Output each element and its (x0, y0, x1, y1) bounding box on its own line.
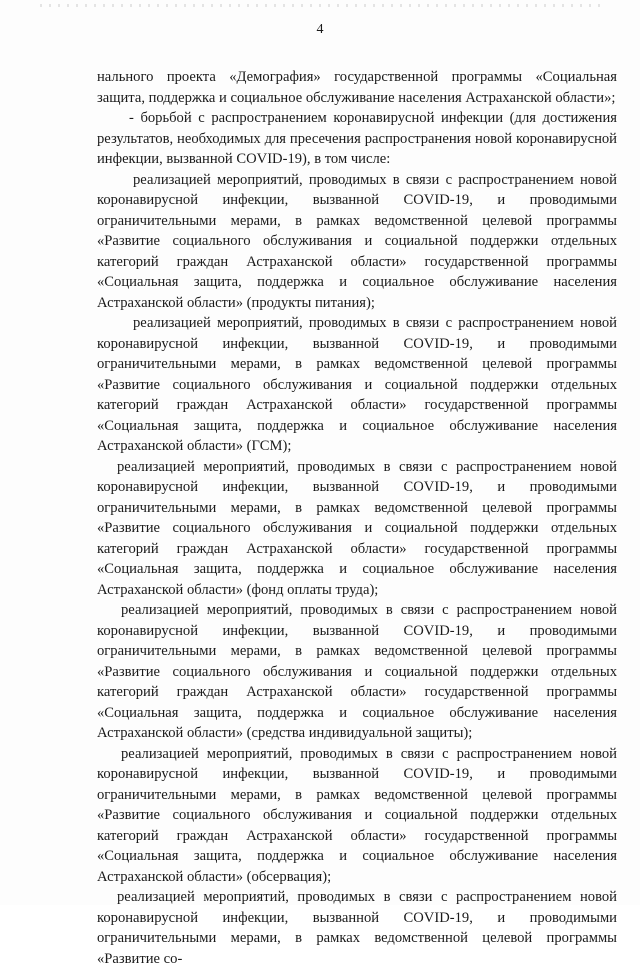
paragraph-food: реализацией мероприятий, проводимых в связи с распространением новой коронавирусной инфекции, вызванной COVID-19, и проводимыми ограничительными мерами, в рамках ведомственной целевой программы «Развитие социального обслуживания и социальной поддержки отдельных категорий граждан Астраханской области» государственной программы «Социальная защита, поддержка и социальное обслуживание населения Астраханской области» (продукты питания); (97, 171, 617, 311)
paragraph-payroll: реализацией мероприятий, проводимых в связи с распространением новой коронавирусной инфекции, вызванной COVID-19, и проводимыми ограничительными мерами, в рамках ведомственной целевой программы «Развитие социального обслуживания и социальной поддержки отдельных категорий граждан Астраханской области» государственной программы «Социальная защита, поддержка и социальное обслуживание населения Астраханской области» (фонд оплаты труда); (97, 458, 617, 598)
paragraph-truncated: реализацией мероприятий, проводимых в связи с распространением новой коронавирусной инфекции, вызванной COVID-19, и проводимыми ограничительными мерами, в рамках ведомственной целевой программы «Развитие со- (97, 889, 617, 967)
paragraph-covid-intro: - борьбой с распространением коронавирусной инфекции (для достижения результатов, необходимых для пресечения распространения новой коронавирусной инфекции, вызванной COVID-19), в том числе: (97, 110, 617, 167)
paragraph-continuation: нального проекта «Демография» государственной программы «Социальная защита, поддержка и социальное обслуживание населения Астраханской области»; (97, 69, 617, 106)
paragraph-ppe: реализацией мероприятий, проводимых в связи с распространением новой коронавирусной инфекции, вызванной COVID-19, и проводимыми ограничительными мерами, в рамках ведомственной целевой программы «Развитие социального обслуживания и социальной поддержки отдельных категорий граждан Астраханской области» государственной программы «Социальная защита, поддержка и социальное обслуживание населения Астраханской области» (средства индивидуальной защиты); (97, 602, 617, 741)
scan-artifact (40, 4, 600, 7)
paragraph-fuel: реализацией мероприятий, проводимых в связи с распространением новой коронавирусной инфекции, вызванной COVID-19, и проводимыми ограничительными мерами, в рамках ведомственной целевой программы «Развитие социального обслуживания и социальной поддержки отдельных категорий граждан Астраханской области» государственной программы «Социальная защита, поддержка и социальное обслуживание населения Астраханской области» (ГСМ); (97, 315, 617, 454)
paragraph-observation: реализацией мероприятий, проводимых в связи с распространением новой коронавирусной инфекции, вызванной COVID-19, и проводимыми ограничительными мерами, в рамках ведомственной целевой программы «Развитие социального обслуживания и социальной поддержки отдельных категорий граждан Астраханской области» государственной программы «Социальная защита, поддержка и социальное обслуживание населения Астраханской области» (обсервация); (97, 745, 617, 885)
page-number: 4 (316, 22, 324, 37)
document-body (97, 67, 617, 969)
